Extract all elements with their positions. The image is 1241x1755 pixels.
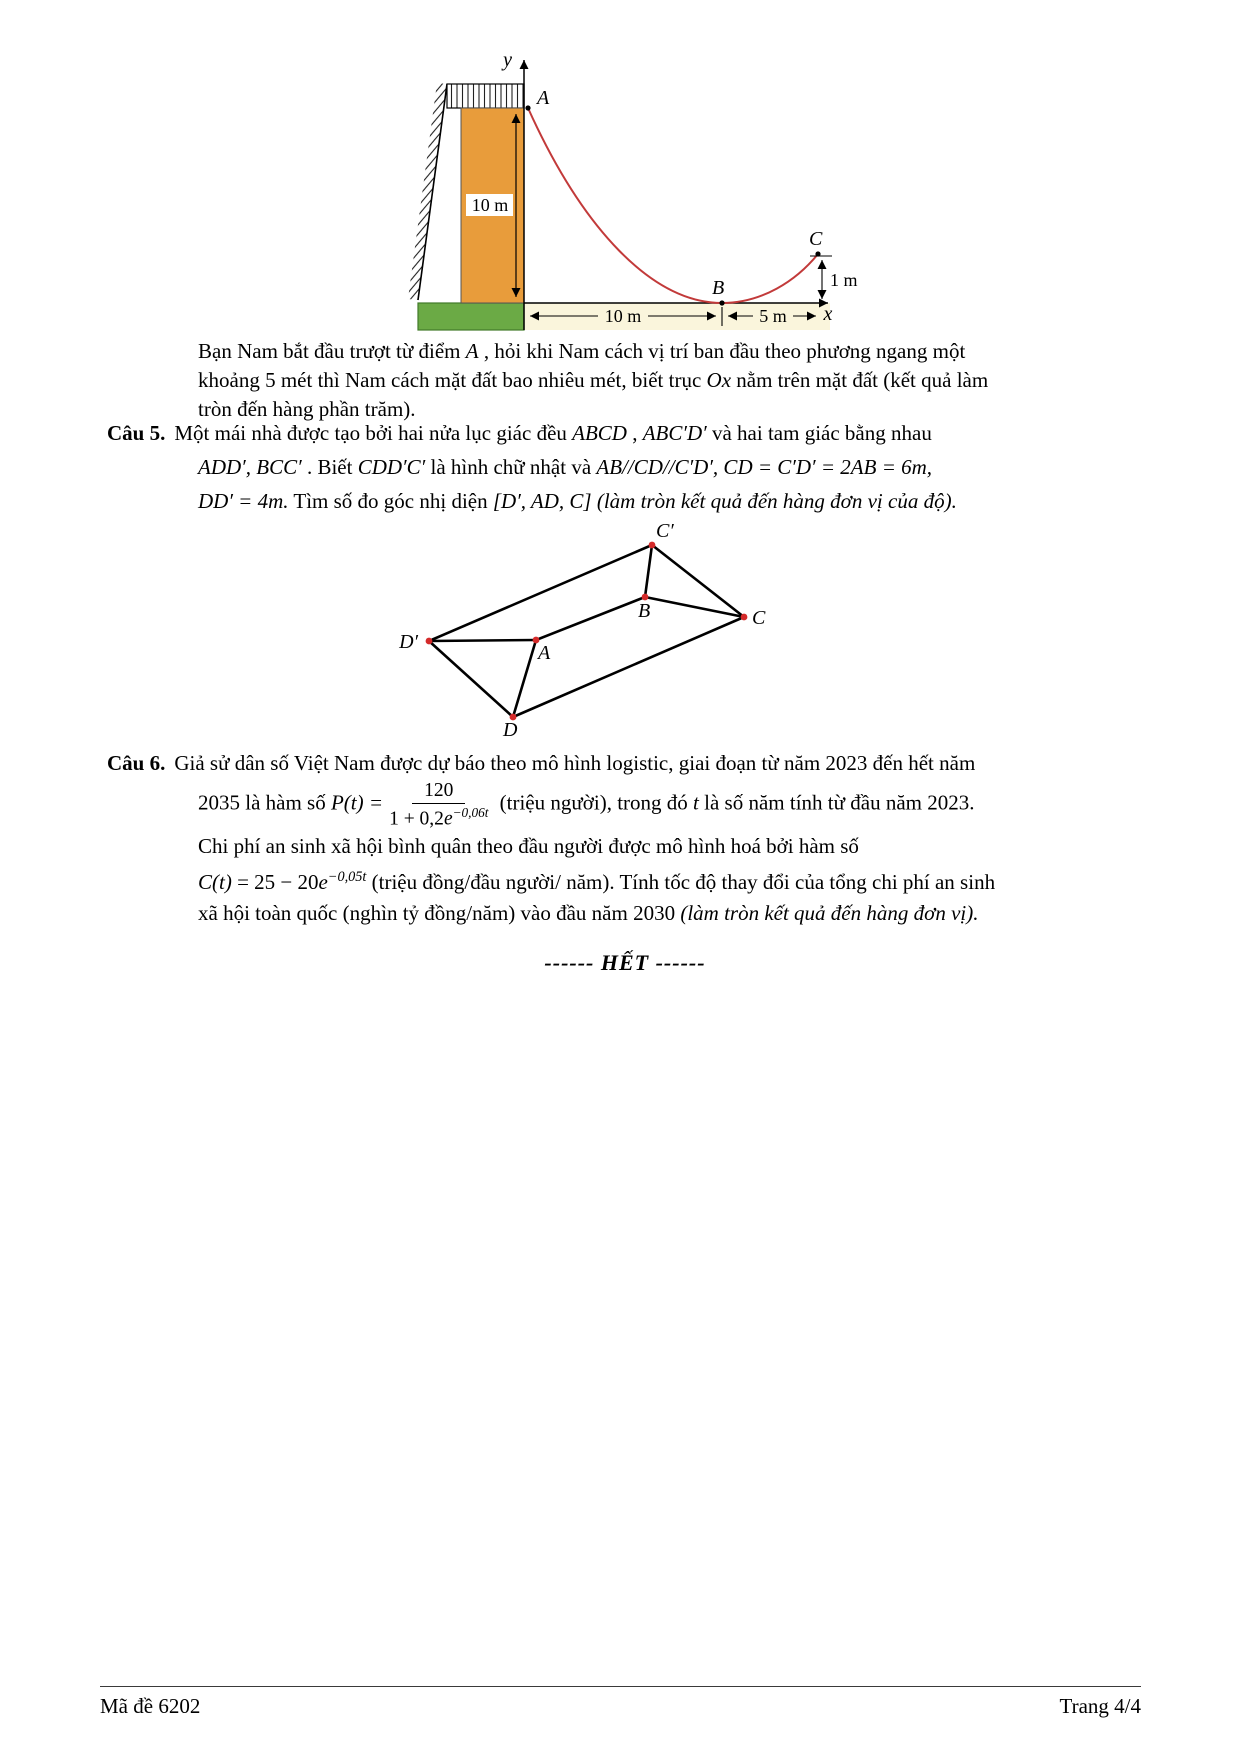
five-meter-label: 5 m <box>759 306 787 326</box>
text-run: (triệu đồng/đầu người/ năm). Tính tốc độ thay đổi của tổng chi phí an sinh <box>366 869 996 894</box>
exam-code: Mã đề 6202 <box>100 1694 201 1718</box>
q6-line-1 <box>107 748 1143 779</box>
edge-dp-cp <box>429 545 652 641</box>
q4-line-1 <box>198 337 1143 366</box>
slide-top-hatch <box>447 84 524 108</box>
x-axis-label: x <box>823 303 833 325</box>
text-run: tròn đến hàng phần trăm). <box>198 397 416 421</box>
text-run: Bạn Nam bắt đầu trượt từ điểm <box>198 339 466 363</box>
text-run: Một mái nhà được tạo bởi hai nửa lục giác đều <box>174 421 573 445</box>
text-run: nằm trên mặt đất (kết quả làm <box>731 368 989 392</box>
y-axis-label: y <box>503 49 512 71</box>
edge-d-c <box>513 617 744 717</box>
text-run: và hai tam giác bằng nhau <box>706 421 932 445</box>
question-5-label: Câu 5. <box>107 421 166 445</box>
note-rounding: (làm tròn kết quả đến hàng đơn vị). <box>680 900 979 925</box>
math-add-bcc: ADD′, BCC′ <box>198 455 302 479</box>
point-c-label: C <box>809 228 823 250</box>
math-parallel-relations: AB//CD//C′D′, CD = C′D′ = 2AB = 6m, <box>596 455 933 479</box>
roof-diagram-svg <box>390 520 790 740</box>
roof-label-d-prime: D′ <box>399 631 418 653</box>
math-dd-4m: DD′ = 4m. <box>198 489 289 513</box>
text-run: khoảng <box>198 368 266 392</box>
text-run: Giả sử dân số Việt Nam được dự báo theo mô hình logistic, giai đoạn từ năm 2023 đến hết năm <box>174 751 976 775</box>
fraction-pt <box>389 779 488 831</box>
edge-cp-b <box>645 545 652 597</box>
vertex-dp <box>426 638 433 645</box>
q5-line-3 <box>107 484 1143 518</box>
den-base: 1 + 0,2 <box>389 808 444 830</box>
math-abcd-prime: ABC′D′ <box>642 421 707 445</box>
math-c-lhs: C(t) <box>198 869 232 894</box>
question-6-label: Câu 6. <box>107 751 166 775</box>
text-run: , <box>626 421 643 445</box>
edge-cp-c <box>652 545 744 617</box>
math-c-mid: = 25 − 20 <box>231 869 319 894</box>
text-run: xã hội toàn quốc (nghìn tỷ đồng/năm) vào đầu năm 2030 <box>198 900 681 925</box>
math-cddc: CDD′C′ <box>357 455 426 479</box>
roof-label-b: B <box>638 600 651 622</box>
text-run: , hỏi khi Nam cách vị trí ban đầu theo phương ngang một <box>478 339 966 363</box>
page-footer <box>100 1686 1141 1719</box>
question-5 <box>107 416 1143 518</box>
text-run: (triệu người), trong đó <box>494 790 694 815</box>
fraction-numerator: 120 <box>412 779 465 804</box>
roof-label-c: C <box>752 607 766 629</box>
roof-vertices <box>426 542 748 721</box>
slide-curve <box>528 108 818 303</box>
height-label: 10 m <box>471 195 509 215</box>
roof-label-a: A <box>538 642 551 664</box>
slide-diagram-svg <box>400 48 860 348</box>
text-run: là hình chữ nhật và <box>425 455 597 479</box>
edge-dp-a <box>429 640 536 641</box>
math-t: t <box>693 790 699 815</box>
text-run: mét thì Nam cách mặt đất bao nhiêu mét, biết trục <box>275 368 707 392</box>
ten-meter-label: 10 m <box>604 306 642 326</box>
point-a-label: A <box>537 87 550 109</box>
math-c-e: e <box>318 869 328 894</box>
text-run: là số năm tính từ đầu năm 2023. <box>698 790 975 815</box>
q5-line-2 <box>107 450 1143 484</box>
math-dihedral-bracket: [D′, AD, C] <box>492 489 592 513</box>
point-b-dot <box>719 300 724 305</box>
math-point-a: A <box>465 339 479 363</box>
edge-dp-d <box>429 641 513 717</box>
grass-block <box>418 303 524 330</box>
math-p-lhs: P(t) = <box>330 790 384 815</box>
roof-edges <box>429 545 744 717</box>
math-c-exponent: −0,05t <box>327 868 367 885</box>
note-rounding: (làm tròn kết quả đến hàng đơn vị của độ). <box>591 489 957 513</box>
text-run: Chi phí an sinh xã hội bình quân theo đầu người được mô hình hoá bởi hàm số <box>198 833 859 858</box>
math-abcd: ABCD <box>572 421 627 445</box>
den-e: e <box>443 808 453 830</box>
roof-label-c-prime: C′ <box>656 520 674 542</box>
slide-back-edge <box>418 84 447 300</box>
text-run: 2035 là hàm số <box>198 790 331 815</box>
vertex-cp <box>649 542 656 549</box>
den-exponent: −0,06t <box>452 805 489 820</box>
edge-a-b <box>536 597 645 640</box>
roof-label-d: D <box>503 719 518 740</box>
page-number: Trang 4/4 <box>1059 1694 1141 1718</box>
footer-row <box>100 1687 1141 1719</box>
vertex-c <box>741 614 748 621</box>
edge-a-d <box>513 640 536 717</box>
question-6 <box>107 748 1143 929</box>
q6-line-2 <box>107 779 1143 831</box>
end-marker: ------ HẾT ------ <box>544 950 706 975</box>
math-ox: Ox <box>706 368 732 392</box>
q6-line-4 <box>107 862 1143 898</box>
fraction-denominator <box>389 804 488 831</box>
point-b-label: B <box>712 277 725 299</box>
slide-figure <box>400 48 860 354</box>
q6-line-3 <box>107 831 1143 862</box>
question-4-paragraph <box>198 337 1143 424</box>
slide-back-hatch <box>408 83 447 300</box>
point-a-dot <box>525 105 530 110</box>
text-run: . Biết <box>301 455 358 479</box>
q5-line-1 <box>107 416 1143 450</box>
q6-line-5 <box>107 898 1143 929</box>
text-run: Tìm số đo góc nhị diện <box>288 489 493 513</box>
math-five: 5 <box>265 368 276 392</box>
roof-figure <box>390 520 790 746</box>
q4-line-2 <box>198 366 1143 395</box>
one-meter-label: 1 m <box>830 270 858 290</box>
